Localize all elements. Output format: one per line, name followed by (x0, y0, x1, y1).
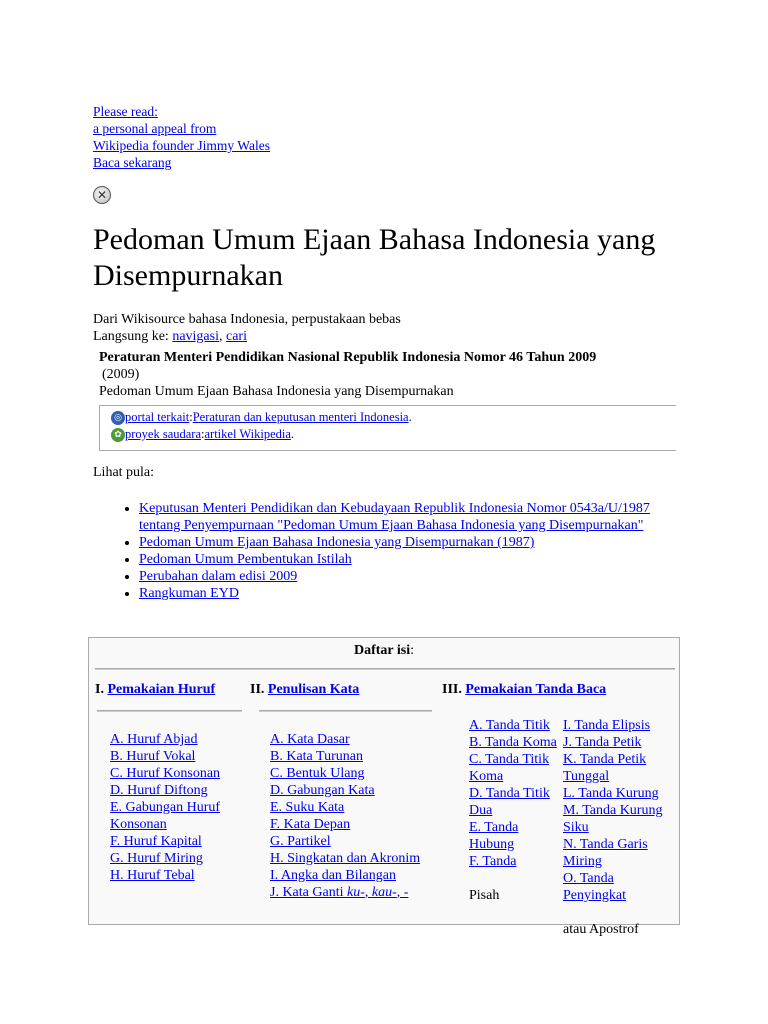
toc-item[interactable] (469, 853, 561, 903)
toc-title-text: Daftar isi (353, 643, 411, 658)
appeal-link-read-now[interactable]: Baca sekarang (93, 155, 172, 170)
wikimedia-sister-icon: ✿ (111, 428, 125, 442)
list-item (139, 585, 684, 602)
toc-item[interactable]: D. Huruf Diftong (110, 783, 208, 798)
toc-item[interactable]: E. Suku Kata (270, 800, 345, 815)
toc-item-kau: kau- (371, 885, 397, 900)
regulation-year: (2009) (102, 367, 140, 382)
close-icon[interactable]: ✕ (93, 186, 111, 204)
sister-project-row (100, 426, 676, 443)
see-also-label: Lihat pula: (93, 465, 155, 480)
toc-item[interactable]: A. Kata Dasar (270, 732, 350, 747)
toc-section-numeral: II. (250, 682, 265, 697)
toc-section-heading (442, 681, 606, 698)
toc-section-link[interactable]: Pemakaian Huruf (107, 682, 216, 697)
toc-item[interactable]: M. Tanda Kurung Siku (563, 803, 663, 835)
portal-label-link[interactable]: portal terkait (125, 410, 190, 424)
jump-links (93, 328, 247, 345)
sister-wikipedia-link[interactable]: artikel Wikipedia (204, 427, 291, 441)
toc-item[interactable]: F. Huruf Kapital (110, 834, 202, 849)
toc-item[interactable]: C. Bentuk Ulang (270, 766, 365, 781)
sister-label-link[interactable]: proyek saudara (125, 427, 202, 441)
portal-icon: ◎ (111, 411, 125, 425)
toc-item-link[interactable]: O. Tanda Penyingkat (563, 871, 626, 903)
jump-separator: , (218, 329, 226, 344)
toc-item[interactable]: I. Tanda Elipsis (563, 718, 651, 733)
toc-item[interactable]: C. Tanda Titik Koma (469, 752, 550, 784)
toc-item[interactable]: E. Tanda Hubung (469, 820, 519, 852)
jump-search-link[interactable]: cari (225, 329, 247, 344)
toc-item-link[interactable]: F. Tanda (469, 854, 517, 869)
sister-end: . (290, 427, 295, 441)
jump-prefix: Langsung ke: (93, 329, 173, 344)
toc-item[interactable]: J. Tanda Petik (563, 735, 642, 750)
toc-item[interactable]: H. Singkatan dan Akronim (270, 851, 421, 866)
toc-item-sep: , (364, 885, 372, 900)
toc-title-colon: : (410, 643, 414, 658)
toc-item[interactable]: N. Tanda Garis Miring (563, 837, 648, 869)
related-list (111, 500, 684, 602)
toc-item[interactable]: L. Tanda Kurung (563, 786, 659, 801)
toc-section-heading (250, 681, 359, 698)
list-item (139, 500, 684, 534)
toc-section-link[interactable]: Pemakaian Tanda Baca (465, 682, 607, 697)
related-link[interactable]: Rangkuman EYD (139, 586, 239, 601)
work-header (96, 349, 676, 400)
related-link[interactable]: Keputusan Menteri Pendidikan dan Kebudayaan Republik Indonesia Nomor 0543a/U/1987 tentang Penyempurnaan "Pedoman Umum Ejaan Bahasa Indonesia yang Disempurnakan" (139, 501, 650, 533)
site-subtitle: Dari Wikisource bahasa Indonesia, perpustakaan bebas (93, 312, 401, 327)
toc-section-1-items (110, 731, 245, 884)
toc-section-numeral: III. (442, 682, 462, 697)
toc-section-divider (97, 710, 242, 712)
toc-item-ku: ku- (346, 885, 365, 900)
list-item (139, 534, 684, 551)
fundraising-appeal (93, 103, 270, 171)
related-link[interactable]: Pedoman Umum Ejaan Bahasa Indonesia yang Disempurnakan (1987) (139, 535, 535, 550)
toc-item[interactable]: I. Angka dan Bilangan (270, 868, 396, 883)
portal-box (99, 405, 676, 451)
appeal-link-please-read[interactable]: Please read: (93, 104, 158, 119)
list-item (139, 568, 684, 585)
toc-divider (95, 668, 675, 670)
jump-navigation-link[interactable]: navigasi (172, 329, 219, 344)
toc-section-1 (95, 681, 215, 698)
toc-section-2 (250, 681, 359, 698)
toc-item[interactable]: D. Tanda Titik Dua (469, 786, 550, 818)
appeal-link-founder[interactable]: Wikipedia founder Jimmy Wales (93, 138, 270, 153)
list-item (139, 551, 684, 568)
toc-section-3 (442, 681, 606, 698)
appeal-link-personal-appeal[interactable]: a personal appeal from (93, 121, 217, 136)
table-of-contents (88, 637, 680, 937)
toc-section-2-items (270, 731, 435, 901)
toc-item[interactable]: K. Tanda Petik Tunggal (563, 752, 647, 784)
portal-link[interactable]: Peraturan dan keputusan menteri Indonesia (192, 410, 409, 424)
page-title: Pedoman Umum Ejaan Bahasa Indonesia yang Disempurnakan (93, 223, 656, 292)
toc-item[interactable] (270, 884, 435, 901)
toc-item[interactable]: G. Huruf Miring (110, 851, 203, 866)
portal-end: . (408, 410, 412, 424)
toc-item[interactable]: H. Huruf Tebal (110, 868, 195, 883)
toc-item[interactable]: C. Huruf Konsonan (110, 766, 221, 781)
toc-section-heading (95, 681, 215, 698)
related-link[interactable]: Perubahan dalam edisi 2009 (139, 569, 298, 584)
toc-item[interactable]: D. Gabungan Kata (270, 783, 375, 798)
toc-item[interactable]: B. Tanda Koma (469, 735, 557, 750)
related-link[interactable]: Pedoman Umum Pembentukan Istilah (139, 552, 352, 567)
toc-item-continuation: atau Apostrof (563, 922, 639, 937)
toc-section-link[interactable]: Penulisan Kata (267, 682, 360, 697)
toc-title (89, 642, 679, 659)
toc-section-3-items-left (469, 717, 561, 904)
toc-section-3-items-right (563, 717, 675, 938)
portal-separator: : (189, 410, 193, 424)
regulation-title: Peraturan Menteri Pendidikan Nasional Republik Indonesia Nomor 46 Tahun 2009 (99, 350, 597, 365)
toc-item-tail: , - (396, 885, 409, 900)
toc-item[interactable]: F. Kata Depan (270, 817, 351, 832)
toc-section-divider (259, 710, 432, 712)
toc-item[interactable]: A. Tanda Titik (469, 718, 550, 733)
toc-item-continuation: Pisah (469, 888, 500, 903)
regulation-subtitle: Pedoman Umum Ejaan Bahasa Indonesia yang Disempurnakan (99, 384, 454, 399)
toc-item[interactable]: G. Partikel (270, 834, 331, 849)
toc-item-prefix: J. Kata Ganti (270, 885, 347, 900)
toc-item[interactable]: B. Huruf Vokal (110, 749, 196, 764)
toc-section-numeral: I. (95, 682, 104, 697)
portal-row (100, 409, 676, 426)
toc-item[interactable] (563, 870, 675, 937)
toc-item[interactable]: A. Huruf Abjad (110, 732, 198, 747)
toc-item[interactable]: B. Kata Turunan (270, 749, 363, 764)
toc-item[interactable]: E. Gabungan Huruf Konsonan (110, 800, 221, 832)
sister-separator: : (201, 427, 205, 441)
